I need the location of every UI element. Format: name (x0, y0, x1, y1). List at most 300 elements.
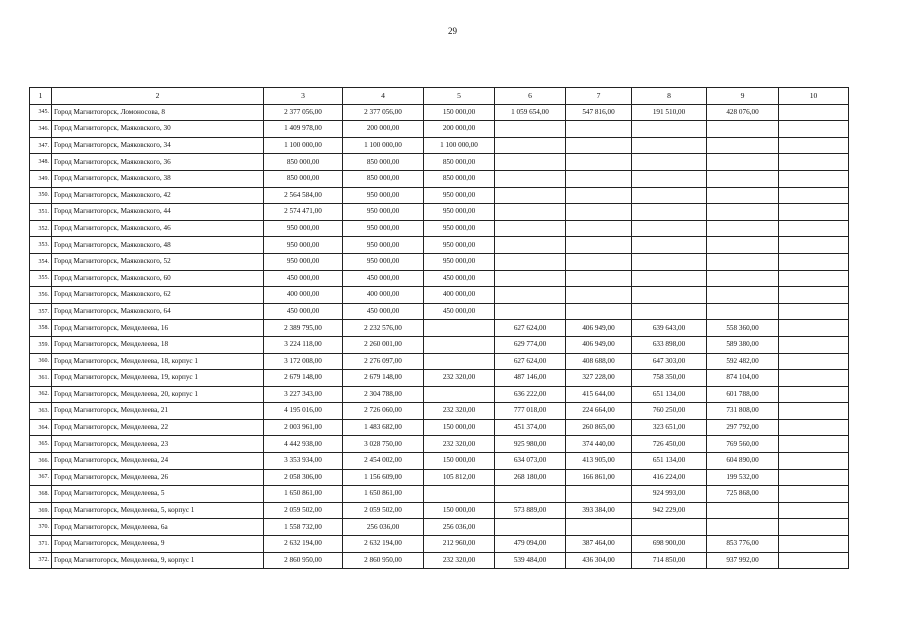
table-row (30, 237, 849, 254)
amount-cell: 256 036,00 (424, 519, 495, 536)
amount-cell (707, 502, 779, 519)
amount-cell (566, 204, 632, 221)
amount-cell: 387 464,00 (566, 536, 632, 553)
row-number: 359. (30, 336, 52, 353)
amount-cell: 950 000,00 (424, 253, 495, 270)
amount-cell (566, 237, 632, 254)
amount-cell (707, 154, 779, 171)
amount-cell: 297 792,00 (707, 419, 779, 436)
column-header: 3 (264, 88, 343, 105)
column-header: 10 (779, 88, 849, 105)
row-number: 357. (30, 303, 52, 320)
column-header: 5 (424, 88, 495, 105)
amount-cell (707, 187, 779, 204)
amount-cell: 4 442 938,00 (264, 436, 343, 453)
amount-cell: 428 076,00 (707, 104, 779, 121)
amount-cell: 105 812,00 (424, 469, 495, 486)
amount-cell (632, 204, 707, 221)
table-row (30, 270, 849, 287)
row-number: 350. (30, 187, 52, 204)
amount-cell: 2 632 194,00 (264, 536, 343, 553)
amount-cell: 758 350,00 (632, 370, 707, 387)
amount-cell: 415 644,00 (566, 386, 632, 403)
amount-cell (779, 403, 849, 420)
amount-cell (632, 121, 707, 138)
amount-cell (779, 287, 849, 304)
amount-cell: 416 224,00 (632, 469, 707, 486)
amount-cell: 925 980,00 (495, 436, 566, 453)
row-number: 364. (30, 419, 52, 436)
amount-cell: 260 865,00 (566, 419, 632, 436)
amount-cell: 406 949,00 (566, 336, 632, 353)
amount-cell (495, 287, 566, 304)
amount-cell (707, 137, 779, 154)
amount-cell: 950 000,00 (424, 187, 495, 204)
amount-cell: 592 482,00 (707, 353, 779, 370)
table-row (30, 552, 849, 569)
amount-cell: 950 000,00 (424, 220, 495, 237)
amount-cell: 627 624,00 (495, 353, 566, 370)
row-number: 353. (30, 237, 52, 254)
column-header: 2 (52, 88, 264, 105)
amount-cell (632, 270, 707, 287)
row-number: 354. (30, 253, 52, 270)
amount-cell: 450 000,00 (264, 270, 343, 287)
row-number: 352. (30, 220, 52, 237)
table-row (30, 419, 849, 436)
amount-cell: 1 100 000,00 (343, 137, 424, 154)
address-cell: Город Магнитогорск, Менделеева, 18, корпус 1 (52, 353, 264, 370)
address-cell: Город Магнитогорск, Маяковского, 36 (52, 154, 264, 171)
amount-cell: 232 320,00 (424, 370, 495, 387)
amount-cell: 2 389 795,00 (264, 320, 343, 337)
amount-cell (424, 353, 495, 370)
amount-cell: 604 890,00 (707, 453, 779, 470)
amount-cell: 450 000,00 (424, 303, 495, 320)
amount-cell (495, 237, 566, 254)
amount-cell (632, 154, 707, 171)
row-number: 365. (30, 436, 52, 453)
amount-cell (632, 303, 707, 320)
amount-cell: 450 000,00 (264, 303, 343, 320)
amount-cell (779, 253, 849, 270)
amount-cell: 200 000,00 (343, 121, 424, 138)
amount-cell (779, 353, 849, 370)
amount-cell (566, 187, 632, 204)
data-table (29, 87, 849, 569)
amount-cell: 1 409 978,00 (264, 121, 343, 138)
amount-cell: 850 000,00 (424, 154, 495, 171)
amount-cell: 1 650 861,00 (264, 486, 343, 503)
row-number: 360. (30, 353, 52, 370)
column-header: 6 (495, 88, 566, 105)
amount-cell (566, 303, 632, 320)
amount-cell (779, 204, 849, 221)
amount-cell: 2 059 502,00 (264, 502, 343, 519)
amount-cell: 374 440,00 (566, 436, 632, 453)
table-row (30, 502, 849, 519)
amount-cell: 1 100 000,00 (264, 137, 343, 154)
amount-cell: 1 483 682,00 (343, 419, 424, 436)
amount-cell (495, 204, 566, 221)
amount-cell: 924 993,00 (632, 486, 707, 503)
amount-cell: 853 776,00 (707, 536, 779, 553)
amount-cell: 2 304 788,00 (343, 386, 424, 403)
column-header: 1 (30, 88, 52, 105)
amount-cell: 647 303,00 (632, 353, 707, 370)
table-row (30, 253, 849, 270)
amount-cell (632, 137, 707, 154)
amount-cell: 850 000,00 (264, 170, 343, 187)
row-number: 355. (30, 270, 52, 287)
amount-cell: 950 000,00 (343, 204, 424, 221)
amount-cell (424, 486, 495, 503)
address-cell: Город Магнитогорск, Менделеева, 26 (52, 469, 264, 486)
amount-cell: 400 000,00 (264, 287, 343, 304)
address-cell: Город Магнитогорск, Менделеева, 5 (52, 486, 264, 503)
amount-cell: 232 320,00 (424, 403, 495, 420)
amount-cell: 200 000,00 (424, 121, 495, 138)
amount-cell (632, 187, 707, 204)
address-cell: Город Магнитогорск, Маяковского, 30 (52, 121, 264, 138)
amount-cell (779, 154, 849, 171)
address-cell: Город Магнитогорск, Менделеева, 19, корпус 1 (52, 370, 264, 387)
amount-cell (779, 453, 849, 470)
amount-cell: 2 726 060,00 (343, 403, 424, 420)
amount-cell: 651 134,00 (632, 386, 707, 403)
amount-cell: 950 000,00 (264, 220, 343, 237)
amount-cell (424, 320, 495, 337)
table-row (30, 137, 849, 154)
amount-cell (495, 486, 566, 503)
amount-cell: 2 058 306,00 (264, 469, 343, 486)
amount-cell: 150 000,00 (424, 419, 495, 436)
amount-cell (779, 502, 849, 519)
amount-cell (707, 287, 779, 304)
amount-cell (632, 287, 707, 304)
address-cell: Город Магнитогорск, Менделеева, 22 (52, 419, 264, 436)
row-number: 369. (30, 502, 52, 519)
table-row (30, 536, 849, 553)
amount-cell: 850 000,00 (264, 154, 343, 171)
address-cell: Город Магнитогорск, Маяковского, 60 (52, 270, 264, 287)
amount-cell: 1 558 732,00 (264, 519, 343, 536)
amount-cell (566, 137, 632, 154)
address-cell: Город Магнитогорск, Менделеева, 24 (52, 453, 264, 470)
row-number: 366. (30, 453, 52, 470)
amount-cell (707, 204, 779, 221)
row-number: 363. (30, 403, 52, 420)
amount-cell: 2 276 097,00 (343, 353, 424, 370)
amount-cell: 1 156 609,00 (343, 469, 424, 486)
amount-cell (632, 170, 707, 187)
amount-cell: 950 000,00 (424, 204, 495, 221)
amount-cell: 2 003 961,00 (264, 419, 343, 436)
amount-cell (566, 486, 632, 503)
amount-cell (779, 386, 849, 403)
row-number: 356. (30, 287, 52, 304)
row-number: 351. (30, 204, 52, 221)
amount-cell: 436 304,00 (566, 552, 632, 569)
amount-cell (779, 104, 849, 121)
amount-cell: 573 889,00 (495, 502, 566, 519)
address-cell: Город Магнитогорск, Маяковского, 34 (52, 137, 264, 154)
amount-cell (566, 170, 632, 187)
amount-cell: 850 000,00 (343, 170, 424, 187)
amount-cell (707, 519, 779, 536)
row-number: 361. (30, 370, 52, 387)
row-number: 370. (30, 519, 52, 536)
amount-cell: 698 900,00 (632, 536, 707, 553)
address-cell: Город Магнитогорск, Менделеева, 18 (52, 336, 264, 353)
amount-cell: 950 000,00 (424, 237, 495, 254)
address-cell: Город Магнитогорск, Маяковского, 44 (52, 204, 264, 221)
row-number: 367. (30, 469, 52, 486)
amount-cell (779, 552, 849, 569)
amount-cell: 150 000,00 (424, 502, 495, 519)
amount-cell: 2 232 576,00 (343, 320, 424, 337)
address-cell: Город Магнитогорск, Маяковского, 62 (52, 287, 264, 304)
amount-cell: 629 774,00 (495, 336, 566, 353)
amount-cell: 166 861,00 (566, 469, 632, 486)
amount-cell: 479 094,00 (495, 536, 566, 553)
amount-cell: 256 036,00 (343, 519, 424, 536)
amount-cell: 1 059 654,00 (495, 104, 566, 121)
amount-cell: 760 250,00 (632, 403, 707, 420)
amount-cell: 627 624,00 (495, 320, 566, 337)
amount-cell: 268 180,00 (495, 469, 566, 486)
table-row (30, 453, 849, 470)
table-row (30, 187, 849, 204)
row-number: 372. (30, 552, 52, 569)
amount-cell: 942 229,00 (632, 502, 707, 519)
amount-cell (779, 121, 849, 138)
table-row (30, 154, 849, 171)
table-row (30, 204, 849, 221)
table-row (30, 336, 849, 353)
amount-cell: 3 224 118,00 (264, 336, 343, 353)
row-number: 347. (30, 137, 52, 154)
amount-cell (495, 187, 566, 204)
amount-cell: 393 384,00 (566, 502, 632, 519)
column-header: 9 (707, 88, 779, 105)
amount-cell (779, 220, 849, 237)
amount-cell: 558 360,00 (707, 320, 779, 337)
amount-cell (495, 270, 566, 287)
amount-cell (632, 220, 707, 237)
amount-cell: 150 000,00 (424, 453, 495, 470)
table-row (30, 486, 849, 503)
amount-cell (495, 519, 566, 536)
amount-cell: 850 000,00 (424, 170, 495, 187)
amount-cell (707, 121, 779, 138)
amount-cell: 547 816,00 (566, 104, 632, 121)
amount-cell: 2 632 194,00 (343, 536, 424, 553)
address-cell: Город Магнитогорск, Менделеева, 21 (52, 403, 264, 420)
amount-cell: 450 000,00 (424, 270, 495, 287)
amount-cell (707, 237, 779, 254)
row-number: 371. (30, 536, 52, 553)
amount-cell: 950 000,00 (343, 237, 424, 254)
amount-cell: 3 028 750,00 (343, 436, 424, 453)
amount-cell: 950 000,00 (264, 253, 343, 270)
amount-cell (495, 303, 566, 320)
amount-cell: 2 860 950,00 (264, 552, 343, 569)
amount-cell: 199 532,00 (707, 469, 779, 486)
address-cell: Город Магнитогорск, Менделеева, 9 (52, 536, 264, 553)
amount-cell (632, 237, 707, 254)
amount-cell: 2 377 056,00 (343, 104, 424, 121)
amount-cell (779, 336, 849, 353)
amount-cell: 2 260 001,00 (343, 336, 424, 353)
table-row (30, 287, 849, 304)
address-cell: Город Магнитогорск, Маяковского, 64 (52, 303, 264, 320)
amount-cell: 232 320,00 (424, 552, 495, 569)
amount-cell: 3 172 008,00 (264, 353, 343, 370)
amount-cell: 731 808,00 (707, 403, 779, 420)
amount-cell: 633 898,00 (632, 336, 707, 353)
amount-cell: 224 664,00 (566, 403, 632, 420)
amount-cell: 150 000,00 (424, 104, 495, 121)
amount-cell (779, 519, 849, 536)
amount-cell (779, 237, 849, 254)
amount-cell: 413 905,00 (566, 453, 632, 470)
row-number: 348. (30, 154, 52, 171)
row-number: 368. (30, 486, 52, 503)
amount-cell: 487 146,00 (495, 370, 566, 387)
address-cell: Город Магнитогорск, Маяковского, 52 (52, 253, 264, 270)
amount-cell: 714 850,00 (632, 552, 707, 569)
amount-cell (779, 536, 849, 553)
amount-cell (632, 253, 707, 270)
amount-cell: 777 018,00 (495, 403, 566, 420)
amount-cell: 400 000,00 (424, 287, 495, 304)
amount-cell (566, 154, 632, 171)
amount-cell (566, 121, 632, 138)
address-cell: Город Магнитогорск, Маяковского, 38 (52, 170, 264, 187)
row-number: 358. (30, 320, 52, 337)
amount-cell: 212 960,00 (424, 536, 495, 553)
amount-cell (424, 336, 495, 353)
row-number: 345. (30, 104, 52, 121)
table-row (30, 121, 849, 138)
address-cell: Город Магнитогорск, Менделеева, 16 (52, 320, 264, 337)
amount-cell: 726 450,00 (632, 436, 707, 453)
table-row (30, 220, 849, 237)
amount-cell: 850 000,00 (343, 154, 424, 171)
amount-cell: 950 000,00 (264, 237, 343, 254)
amount-cell: 589 380,00 (707, 336, 779, 353)
amount-cell (779, 170, 849, 187)
table-row (30, 436, 849, 453)
amount-cell (632, 519, 707, 536)
amount-cell: 634 073,00 (495, 453, 566, 470)
amount-cell: 651 134,00 (632, 453, 707, 470)
amount-cell (779, 303, 849, 320)
address-cell: Город Магнитогорск, Маяковского, 42 (52, 187, 264, 204)
address-cell: Город Магнитогорск, Менделеева, 6а (52, 519, 264, 536)
amount-cell: 450 000,00 (343, 303, 424, 320)
amount-cell: 191 510,00 (632, 104, 707, 121)
amount-cell (707, 220, 779, 237)
table-row (30, 303, 849, 320)
amount-cell (566, 253, 632, 270)
amount-cell (779, 137, 849, 154)
amount-cell (424, 386, 495, 403)
column-header: 7 (566, 88, 632, 105)
address-cell: Город Магнитогорск, Менделеева, 20, корпус 1 (52, 386, 264, 403)
row-number: 349. (30, 170, 52, 187)
amount-cell (779, 436, 849, 453)
column-header: 4 (343, 88, 424, 105)
amount-cell (779, 187, 849, 204)
table-header-row (30, 88, 849, 105)
amount-cell: 636 222,00 (495, 386, 566, 403)
amount-cell: 601 788,00 (707, 386, 779, 403)
amount-cell (566, 220, 632, 237)
amount-cell: 769 560,00 (707, 436, 779, 453)
amount-cell: 323 651,00 (632, 419, 707, 436)
amount-cell (779, 270, 849, 287)
amount-cell: 3 227 343,00 (264, 386, 343, 403)
amount-cell (495, 137, 566, 154)
column-header: 8 (632, 88, 707, 105)
amount-cell (495, 121, 566, 138)
amount-cell: 408 688,00 (566, 353, 632, 370)
amount-cell (779, 320, 849, 337)
amount-cell: 2 564 584,00 (264, 187, 343, 204)
table-row (30, 353, 849, 370)
address-cell: Город Магнитогорск, Менделеева, 23 (52, 436, 264, 453)
amount-cell (779, 486, 849, 503)
amount-cell (495, 253, 566, 270)
amount-cell (779, 419, 849, 436)
table-row (30, 170, 849, 187)
amount-cell: 950 000,00 (343, 220, 424, 237)
amount-cell (566, 519, 632, 536)
amount-cell: 2 377 056,00 (264, 104, 343, 121)
table-row (30, 403, 849, 420)
amount-cell (779, 370, 849, 387)
amount-cell: 450 000,00 (343, 270, 424, 287)
amount-cell: 2 679 148,00 (343, 370, 424, 387)
address-cell: Город Магнитогорск, Менделеева, 9, корпус 1 (52, 552, 264, 569)
amount-cell: 1 100 000,00 (424, 137, 495, 154)
amount-cell: 4 195 016,00 (264, 403, 343, 420)
amount-cell: 2 574 471,00 (264, 204, 343, 221)
amount-cell: 2 860 950,00 (343, 552, 424, 569)
table-row (30, 370, 849, 387)
address-cell: Город Магнитогорск, Менделеева, 5, корпус 1 (52, 502, 264, 519)
amount-cell (707, 253, 779, 270)
address-cell: Город Магнитогорск, Ломоносова, 8 (52, 104, 264, 121)
amount-cell: 950 000,00 (343, 253, 424, 270)
amount-cell (707, 303, 779, 320)
amount-cell: 451 374,00 (495, 419, 566, 436)
amount-cell (566, 287, 632, 304)
amount-cell: 2 059 502,00 (343, 502, 424, 519)
amount-cell: 2 679 148,00 (264, 370, 343, 387)
amount-cell (495, 220, 566, 237)
amount-cell: 406 949,00 (566, 320, 632, 337)
amount-cell: 874 104,00 (707, 370, 779, 387)
row-number: 362. (30, 386, 52, 403)
amount-cell (495, 154, 566, 171)
amount-cell (707, 270, 779, 287)
amount-cell: 3 353 934,00 (264, 453, 343, 470)
amount-cell: 1 650 861,00 (343, 486, 424, 503)
amount-cell (495, 170, 566, 187)
